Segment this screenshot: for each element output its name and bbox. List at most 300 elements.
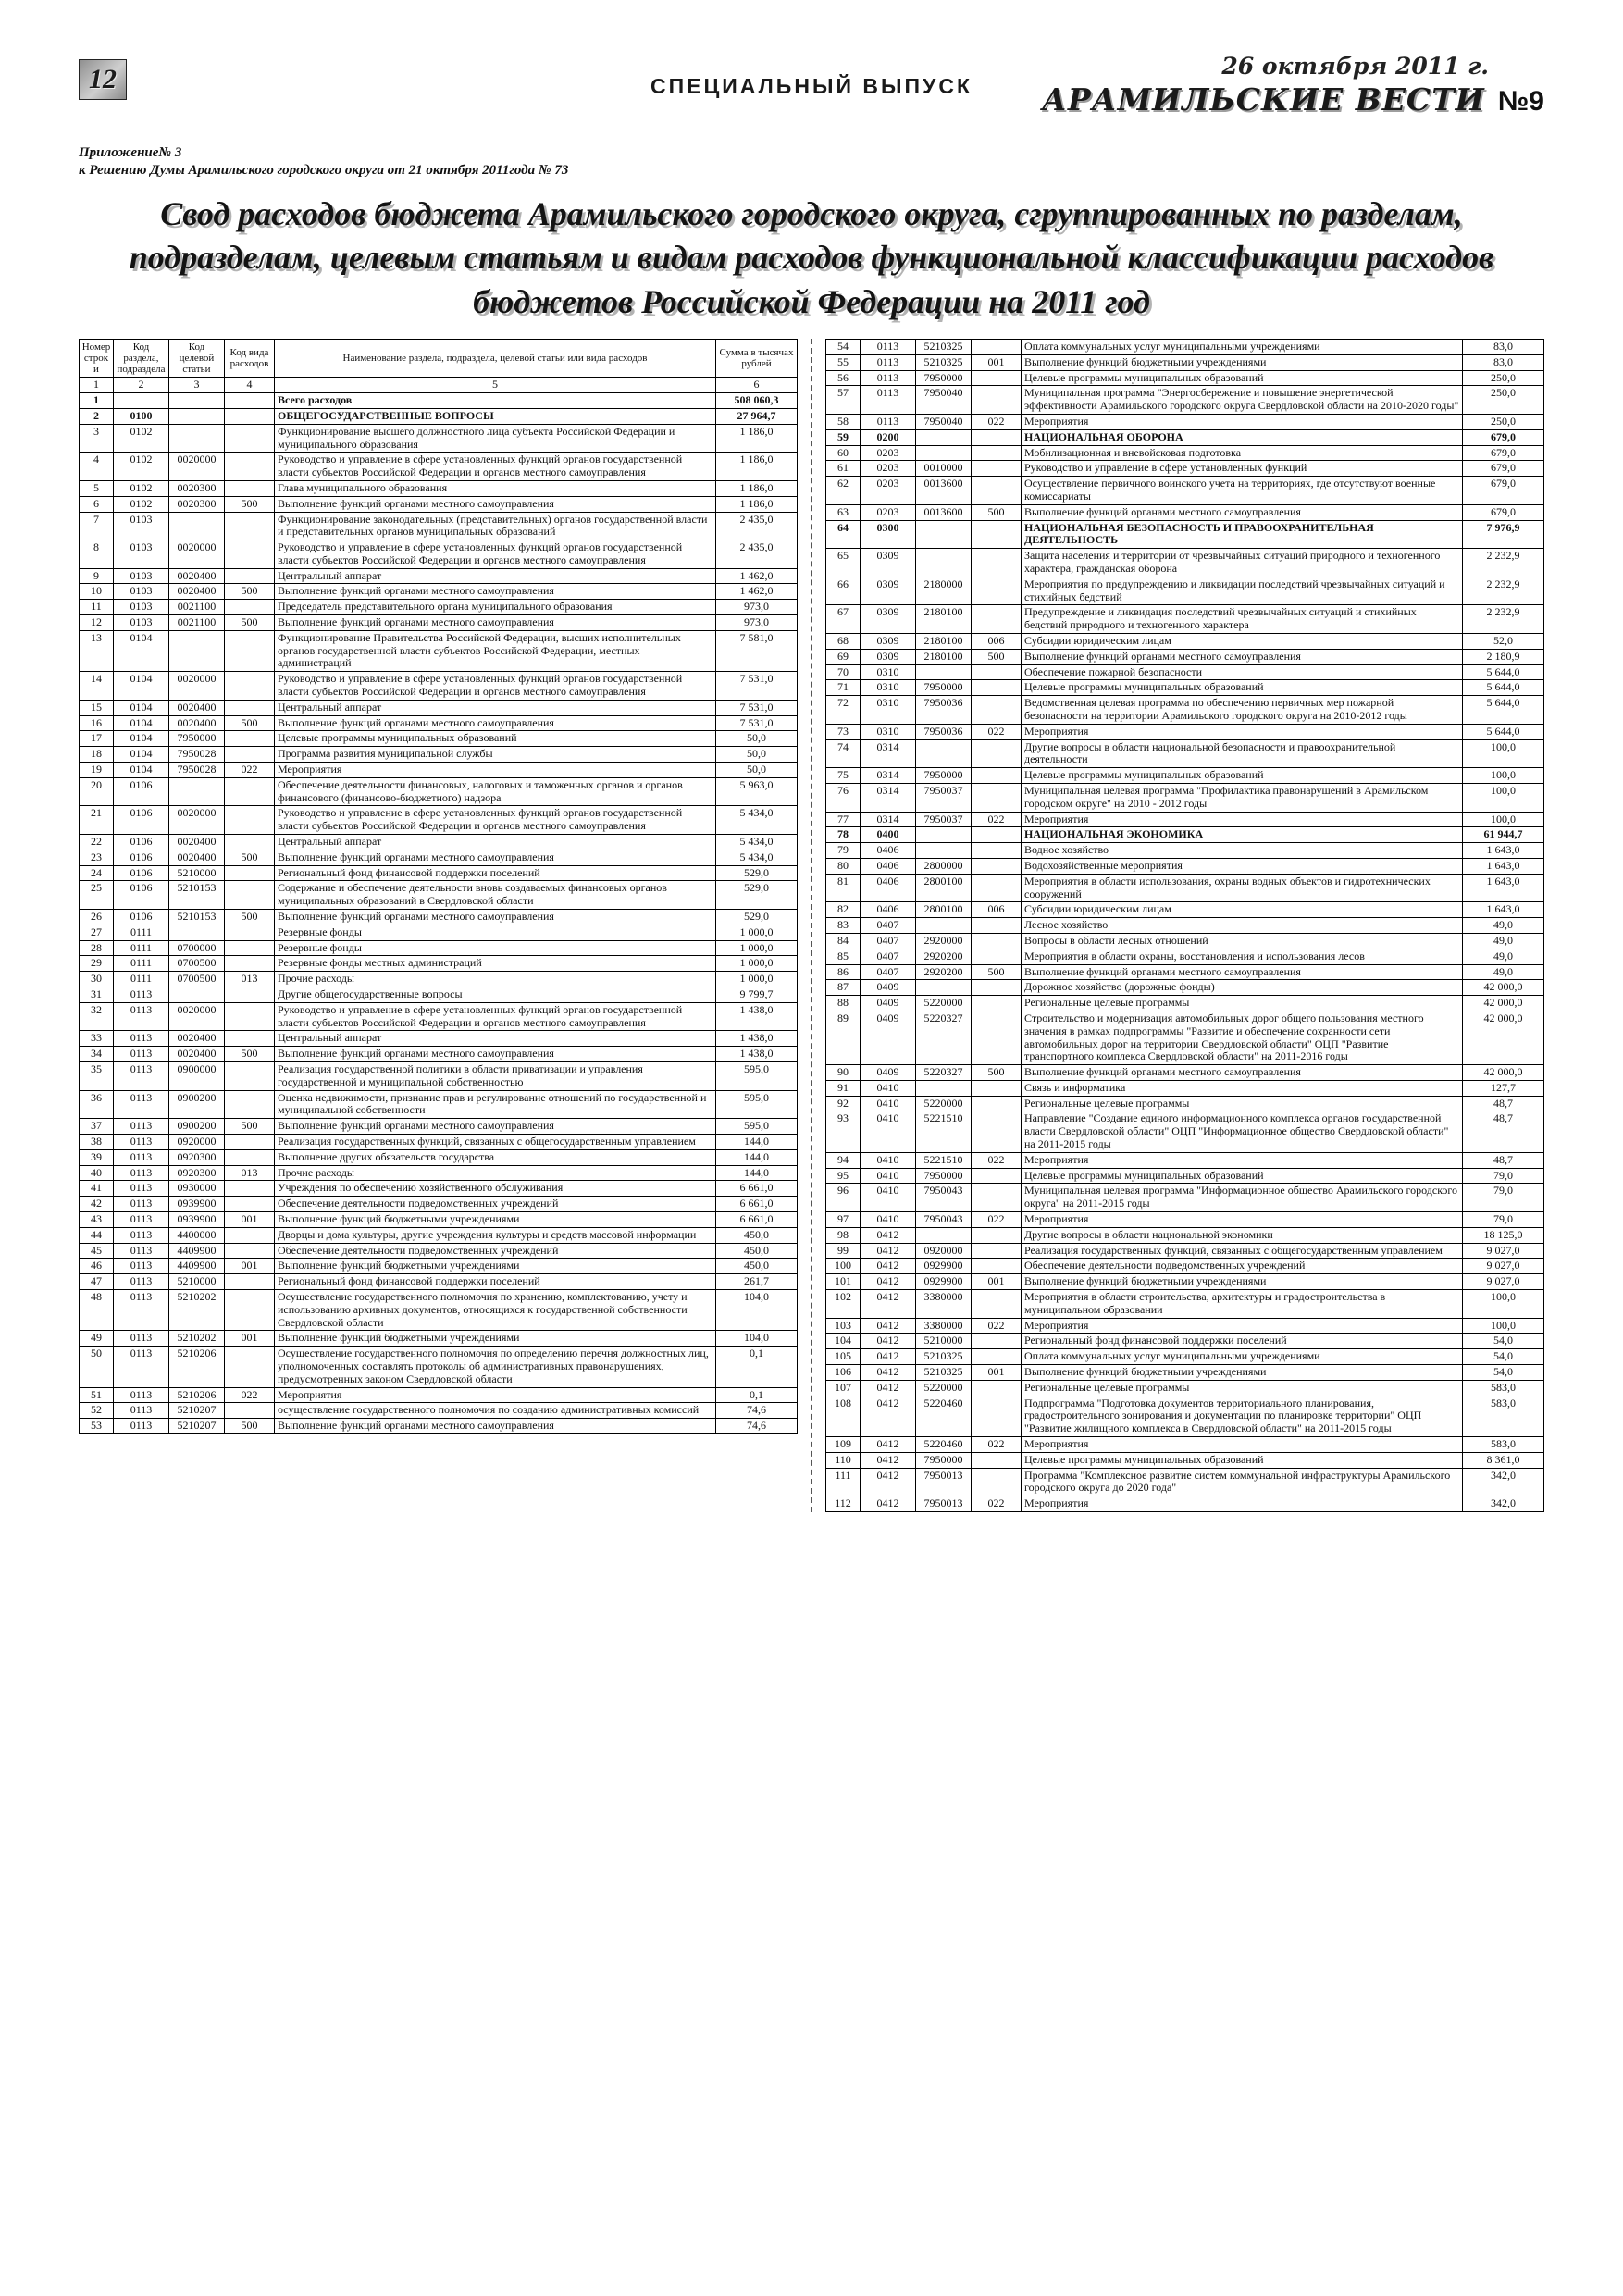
- table-row: [826, 504, 1544, 520]
- article-code-cell: 0020000: [169, 540, 225, 569]
- section-code-cell: 0113: [114, 1134, 169, 1149]
- table-row: [826, 340, 1544, 355]
- table-row: [80, 1419, 798, 1434]
- expense-name-cell: Муниципальная целевая программа "Профилактика правонарушений в Арамильском городском округе" на 2010 - 2012 годы: [1022, 783, 1463, 812]
- expense-type-code-cell: [972, 1349, 1022, 1365]
- expense-name-cell: Мероприятия: [1022, 415, 1463, 430]
- amount-cell: 450,0: [716, 1259, 798, 1274]
- row-number-cell: 86: [826, 964, 861, 980]
- article-code-cell: 5210207: [169, 1403, 225, 1419]
- expense-type-code-cell: [972, 477, 1022, 505]
- article-code-cell: 2920200: [916, 949, 972, 964]
- article-code-cell: 0020000: [169, 453, 225, 481]
- amount-cell: 1 000,0: [716, 972, 798, 987]
- expense-name-cell: Региональный фонд финансовой поддержки поселений: [275, 865, 716, 881]
- table-row: [80, 747, 798, 763]
- article-code-cell: 0020400: [169, 850, 225, 865]
- expense-name-cell: Вопросы в области лесных отношений: [1022, 933, 1463, 949]
- section-code-cell: 0113: [114, 1243, 169, 1259]
- expense-type-code-cell: [225, 731, 275, 747]
- amount-cell: 61 944,7: [1463, 827, 1544, 843]
- expense-type-code-cell: [225, 512, 275, 540]
- row-number-cell: 55: [826, 354, 861, 370]
- table-row: [826, 933, 1544, 949]
- row-number-cell: 107: [826, 1380, 861, 1396]
- amount-cell: 8 361,0: [1463, 1452, 1544, 1468]
- section-code-cell: 0113: [114, 1002, 169, 1031]
- section-code-cell: 0314: [861, 783, 916, 812]
- amount-cell: 679,0: [1463, 429, 1544, 445]
- row-number-cell: 65: [826, 549, 861, 577]
- expense-name-cell: Выполнение функций бюджетными учреждениями: [275, 1259, 716, 1274]
- table-row: [80, 1211, 798, 1227]
- section-code-cell: 0113: [861, 340, 916, 355]
- table-row: [826, 664, 1544, 680]
- amount-cell: 127,7: [1463, 1080, 1544, 1096]
- expense-name-cell: Региональные целевые программы: [1022, 1096, 1463, 1111]
- section-code-cell: 0106: [114, 865, 169, 881]
- section-code-cell: 0314: [861, 812, 916, 827]
- table-row: [826, 1290, 1544, 1319]
- section-code-cell: 0309: [861, 605, 916, 634]
- row-number-cell: 99: [826, 1243, 861, 1259]
- article-code-cell: 0020300: [169, 480, 225, 496]
- expense-name-cell: Выполнение функций органами местного самоуправления: [275, 584, 716, 600]
- table-row: [826, 1318, 1544, 1334]
- expense-type-code-cell: 500: [225, 715, 275, 731]
- section-code-cell: 0309: [861, 633, 916, 649]
- expense-type-code-cell: [972, 1452, 1022, 1468]
- amount-cell: 2 232,9: [1463, 549, 1544, 577]
- expense-name-cell: Целевые программы муниципальных образований: [1022, 1168, 1463, 1184]
- table-row: [80, 910, 798, 925]
- article-code-cell: 4400000: [169, 1227, 225, 1243]
- expense-type-code-cell: [225, 1403, 275, 1419]
- table-row: [826, 1349, 1544, 1365]
- expense-name-cell: Другие вопросы в области национальной экономики: [1022, 1227, 1463, 1243]
- section-code-cell: 0412: [861, 1437, 916, 1453]
- article-code-cell: 7950036: [916, 696, 972, 725]
- section-code-cell: 0103: [114, 584, 169, 600]
- expense-type-code-cell: [225, 940, 275, 956]
- expense-name-cell: Мероприятия: [1022, 724, 1463, 739]
- article-code-cell: 5210325: [916, 354, 972, 370]
- expense-type-code-cell: 022: [972, 1212, 1022, 1228]
- row-number-cell: 37: [80, 1119, 114, 1135]
- amount-cell: 6 661,0: [716, 1197, 798, 1212]
- expense-type-code-cell: 022: [972, 724, 1022, 739]
- row-number-cell: 56: [826, 370, 861, 386]
- section-code-cell: 0200: [861, 429, 916, 445]
- amount-cell: 342,0: [1463, 1468, 1544, 1496]
- expense-name-cell: Функционирование Правительства Российской Федерации, высших исполнительных органов государственной власти субъектов Российской Федерации, местных администраций: [275, 630, 716, 671]
- amount-cell: 7 581,0: [716, 630, 798, 671]
- section-code-cell: 0300: [861, 520, 916, 549]
- expense-type-code-cell: [225, 1149, 275, 1165]
- section-code-cell: 0113: [114, 1211, 169, 1227]
- section-code-cell: 0410: [861, 1212, 916, 1228]
- newspaper-masthead: [973, 54, 1544, 117]
- article-code-cell: 0020000: [169, 672, 225, 701]
- section-code-cell: 0410: [861, 1111, 916, 1152]
- column-number: 4: [225, 378, 275, 393]
- expense-name-cell: Центральный аппарат: [275, 835, 716, 850]
- article-code-cell: 0020400: [169, 715, 225, 731]
- expense-type-code-cell: [972, 429, 1022, 445]
- row-number-cell: 68: [826, 633, 861, 649]
- amount-cell: 50,0: [716, 731, 798, 747]
- row-number-cell: 57: [826, 386, 861, 415]
- row-number-cell: 30: [80, 972, 114, 987]
- section-code-cell: 0113: [861, 370, 916, 386]
- row-number-cell: 17: [80, 731, 114, 747]
- amount-cell: 5 644,0: [1463, 724, 1544, 739]
- article-code-cell: [169, 777, 225, 806]
- expense-name-cell: Лесное хозяйство: [1022, 918, 1463, 934]
- article-code-cell: 5220000: [916, 996, 972, 1011]
- expense-name-cell: Мобилизационная и вневойсковая подготовка: [1022, 445, 1463, 461]
- expense-name-cell: Обеспечение деятельности финансовых, налоговых и таможенных органов и органов финансового (финансово-бюджетного) надзора: [275, 777, 716, 806]
- article-code-cell: 5210000: [169, 1274, 225, 1290]
- expense-type-code-cell: 500: [225, 615, 275, 631]
- row-number-cell: 71: [826, 680, 861, 696]
- article-code-cell: [169, 987, 225, 1003]
- expense-type-code-cell: 022: [225, 763, 275, 778]
- expense-type-code-cell: [972, 605, 1022, 634]
- expense-name-cell: Водное хозяйство: [1022, 843, 1463, 859]
- article-code-cell: 0900200: [169, 1119, 225, 1135]
- table-row: [826, 1396, 1544, 1436]
- article-code-cell: 5210325: [916, 340, 972, 355]
- article-code-cell: 2180100: [916, 649, 972, 664]
- expense-name-cell: Учреждения по обеспечению хозяйственного обслуживания: [275, 1181, 716, 1197]
- section-code-cell: 0203: [861, 461, 916, 477]
- amount-cell: 1 462,0: [716, 568, 798, 584]
- expense-type-code-cell: [225, 540, 275, 569]
- table-row: [80, 496, 798, 512]
- section-code-cell: 0412: [861, 1227, 916, 1243]
- row-number-cell: 23: [80, 850, 114, 865]
- amount-cell: 9 799,7: [716, 987, 798, 1003]
- row-number-cell: 31: [80, 987, 114, 1003]
- section-code-cell: 0410: [861, 1152, 916, 1168]
- expense-type-code-cell: [225, 881, 275, 910]
- expense-type-code-cell: 500: [972, 964, 1022, 980]
- article-code-cell: 0929900: [916, 1274, 972, 1290]
- section-code-cell: 0111: [114, 925, 169, 940]
- expense-type-code-cell: [225, 393, 275, 409]
- amount-cell: 50,0: [716, 763, 798, 778]
- article-code-cell: 7950037: [916, 812, 972, 827]
- article-code-cell: 7950000: [916, 370, 972, 386]
- row-number-cell: 9: [80, 568, 114, 584]
- row-number-cell: 32: [80, 1002, 114, 1031]
- article-code-cell: 5210202: [169, 1331, 225, 1347]
- section-code-cell: 0407: [861, 933, 916, 949]
- expense-name-cell: Мероприятия: [275, 763, 716, 778]
- article-code-cell: 5210202: [169, 1289, 225, 1330]
- table-row: [80, 672, 798, 701]
- amount-cell: 450,0: [716, 1243, 798, 1259]
- article-code-cell: 0013600: [916, 504, 972, 520]
- budget-table-left: [79, 339, 798, 1434]
- table-row: [80, 715, 798, 731]
- section-code-cell: 0310: [861, 724, 916, 739]
- amount-cell: 42 000,0: [1463, 996, 1544, 1011]
- row-number-cell: 42: [80, 1197, 114, 1212]
- expense-name-cell: Руководство и управление в сфере установленных функций органов государственной власти субъектов Российской Федерации и органов местного самоуправления: [275, 540, 716, 569]
- amount-cell: 74,6: [716, 1419, 798, 1434]
- expense-name-cell: Мероприятия в области охраны, восстановления и использования лесов: [1022, 949, 1463, 964]
- row-number-cell: 20: [80, 777, 114, 806]
- amount-cell: 250,0: [1463, 386, 1544, 415]
- expense-type-code-cell: 500: [225, 496, 275, 512]
- section-code-cell: 0407: [861, 949, 916, 964]
- row-number-cell: 84: [826, 933, 861, 949]
- expense-type-code-cell: [225, 700, 275, 715]
- expense-type-code-cell: [225, 630, 275, 671]
- amount-cell: 54,0: [1463, 1349, 1544, 1365]
- header-row-number: Номер строки: [80, 340, 114, 378]
- amount-cell: 583,0: [1463, 1437, 1544, 1453]
- expense-name-cell: НАЦИОНАЛЬНАЯ ЭКОНОМИКА: [1022, 827, 1463, 843]
- section-code-cell: 0102: [114, 453, 169, 481]
- section-code-cell: 0406: [861, 843, 916, 859]
- expense-name-cell: Другие вопросы в области национальной безопасности и правоохранительной деятельности: [1022, 739, 1463, 768]
- table-row: [80, 850, 798, 865]
- section-code-cell: 0104: [114, 715, 169, 731]
- amount-cell: 100,0: [1463, 768, 1544, 784]
- section-code-cell: 0103: [114, 600, 169, 615]
- section-code-cell: 0412: [861, 1259, 916, 1274]
- expense-name-cell: Дорожное хозяйство (дорожные фонды): [1022, 980, 1463, 996]
- row-number-cell: 47: [80, 1274, 114, 1290]
- row-number-cell: 91: [826, 1080, 861, 1096]
- article-code-cell: 7950000: [916, 768, 972, 784]
- expense-name-cell: НАЦИОНАЛЬНАЯ БЕЗОПАСНОСТЬ И ПРАВООХРАНИТЕЛЬНАЯ ДЕЯТЕЛЬНОСТЬ: [1022, 520, 1463, 549]
- expense-name-cell: Программа "Комплексное развитие систем коммунальной инфраструктуры Арамильского городского округа до 2020 года": [1022, 1468, 1463, 1496]
- section-code-cell: 0113: [114, 1061, 169, 1090]
- table-row: [80, 1227, 798, 1243]
- section-code-cell: 0410: [861, 1080, 916, 1096]
- row-number-cell: 63: [826, 504, 861, 520]
- row-number-cell: 6: [80, 496, 114, 512]
- row-number-cell: 100: [826, 1259, 861, 1274]
- article-code-cell: 7950036: [916, 724, 972, 739]
- amount-cell: 250,0: [1463, 370, 1544, 386]
- expense-type-code-cell: [972, 1096, 1022, 1111]
- section-code-cell: 0310: [861, 680, 916, 696]
- section-code-cell: 0412: [861, 1396, 916, 1436]
- expense-type-code-cell: [225, 806, 275, 835]
- amount-cell: 1 462,0: [716, 584, 798, 600]
- amount-cell: 1 186,0: [716, 496, 798, 512]
- expense-type-code-cell: 500: [225, 1047, 275, 1062]
- expense-type-code-cell: [972, 1290, 1022, 1319]
- article-code-cell: [916, 827, 972, 843]
- expense-name-cell: Целевые программы муниципальных образований: [275, 731, 716, 747]
- article-code-cell: 7950040: [916, 386, 972, 415]
- section-code-cell: 0102: [114, 480, 169, 496]
- table-row: [826, 429, 1544, 445]
- article-code-cell: 0930000: [169, 1181, 225, 1197]
- amount-cell: 7 976,9: [1463, 520, 1544, 549]
- section-code-cell: 0113: [114, 1149, 169, 1165]
- table-row: [826, 386, 1544, 415]
- article-code-cell: 5210325: [916, 1365, 972, 1381]
- article-code-cell: 7950037: [916, 783, 972, 812]
- table-row: [80, 1047, 798, 1062]
- expense-name-cell: Выполнение функций органами местного самоуправления: [275, 715, 716, 731]
- section-code-cell: 0113: [861, 354, 916, 370]
- expense-type-code-cell: [972, 696, 1022, 725]
- article-code-cell: [169, 393, 225, 409]
- column-numbering-row: [80, 378, 798, 393]
- row-number-cell: 51: [80, 1387, 114, 1403]
- expense-name-cell: Целевые программы муниципальных образований: [1022, 768, 1463, 784]
- article-code-cell: 0929900: [916, 1259, 972, 1274]
- article-code-cell: 0020300: [169, 496, 225, 512]
- expense-name-cell: Центральный аппарат: [275, 1031, 716, 1047]
- section-code-cell: 0412: [861, 1274, 916, 1290]
- expense-name-cell: Мероприятия: [1022, 1496, 1463, 1512]
- expense-name-cell: Субсидии юридическим лицам: [1022, 902, 1463, 918]
- amount-cell: 679,0: [1463, 504, 1544, 520]
- row-number-cell: 13: [80, 630, 114, 671]
- expense-name-cell: Целевые программы муниципальных образований: [1022, 370, 1463, 386]
- row-number-cell: 16: [80, 715, 114, 731]
- expense-name-cell: Оплата коммунальных услуг муниципальными учреждениями: [1022, 1349, 1463, 1365]
- expense-type-code-cell: [225, 408, 275, 424]
- row-number-cell: 81: [826, 874, 861, 902]
- amount-cell: 49,0: [1463, 964, 1544, 980]
- section-code-cell: 0113: [114, 1274, 169, 1290]
- row-number-cell: 80: [826, 858, 861, 874]
- row-number-cell: 108: [826, 1396, 861, 1436]
- table-row: [80, 1002, 798, 1031]
- expense-type-code-cell: [972, 1334, 1022, 1349]
- expense-type-code-cell: [972, 1227, 1022, 1243]
- page-header: [79, 54, 1544, 143]
- article-code-cell: 4409900: [169, 1243, 225, 1259]
- amount-cell: 595,0: [716, 1061, 798, 1090]
- table-row: [826, 1437, 1544, 1453]
- section-code-cell: 0111: [114, 972, 169, 987]
- expense-name-cell: Мероприятия: [1022, 812, 1463, 827]
- expense-name-cell: Реализация государственных функций, связанных с общегосударственным управлением: [1022, 1243, 1463, 1259]
- section-code-cell: 0104: [114, 672, 169, 701]
- expense-name-cell: Связь и информатика: [1022, 1080, 1463, 1096]
- expense-name-cell: Реализация государственной политики в области приватизации и управления государственной и муниципальной собственностью: [275, 1061, 716, 1090]
- expense-type-code-cell: [225, 987, 275, 1003]
- amount-cell: 1 186,0: [716, 424, 798, 453]
- row-number-cell: 8: [80, 540, 114, 569]
- amount-cell: 7 531,0: [716, 700, 798, 715]
- section-code-cell: 0103: [114, 568, 169, 584]
- amount-cell: 50,0: [716, 747, 798, 763]
- expense-type-code-cell: [225, 1289, 275, 1330]
- section-code-cell: 0406: [861, 858, 916, 874]
- amount-cell: 100,0: [1463, 1290, 1544, 1319]
- row-number-cell: 3: [80, 424, 114, 453]
- expense-type-code-cell: [972, 370, 1022, 386]
- expense-name-cell: Реализация государственных функций, связанных с общегосударственным управлением: [275, 1134, 716, 1149]
- expense-type-code-cell: [225, 1061, 275, 1090]
- row-number-cell: 49: [80, 1331, 114, 1347]
- article-code-cell: 5221510: [916, 1152, 972, 1168]
- article-code-cell: 2180000: [916, 577, 972, 605]
- row-number-cell: 7: [80, 512, 114, 540]
- expense-type-code-cell: [972, 768, 1022, 784]
- article-code-cell: 0020400: [169, 835, 225, 850]
- table-row: [80, 1274, 798, 1290]
- expense-type-code-cell: 500: [225, 584, 275, 600]
- row-number-cell: 14: [80, 672, 114, 701]
- amount-cell: 48,7: [1463, 1111, 1544, 1152]
- amount-cell: 595,0: [716, 1090, 798, 1119]
- table-row: [80, 1243, 798, 1259]
- amount-cell: 9 027,0: [1463, 1274, 1544, 1290]
- expense-type-code-cell: 022: [972, 1437, 1022, 1453]
- row-number-cell: 24: [80, 865, 114, 881]
- expense-name-cell: Целевые программы муниципальных образований: [1022, 680, 1463, 696]
- article-code-cell: 0020400: [169, 568, 225, 584]
- section-code-cell: 0113: [114, 1387, 169, 1403]
- section-code-cell: 0102: [114, 424, 169, 453]
- expense-type-code-cell: [225, 777, 275, 806]
- amount-cell: 250,0: [1463, 415, 1544, 430]
- row-number-cell: 44: [80, 1227, 114, 1243]
- row-number-cell: 61: [826, 461, 861, 477]
- article-code-cell: 5220000: [916, 1380, 972, 1396]
- expense-name-cell: Целевые программы муниципальных образований: [1022, 1452, 1463, 1468]
- row-number-cell: 59: [826, 429, 861, 445]
- expense-type-code-cell: [225, 835, 275, 850]
- expense-type-code-cell: 006: [972, 902, 1022, 918]
- section-code-cell: 0314: [861, 739, 916, 768]
- row-number-cell: 78: [826, 827, 861, 843]
- expense-type-code-cell: [225, 747, 275, 763]
- row-number-cell: 41: [80, 1181, 114, 1197]
- table-row: [826, 605, 1544, 634]
- table-row: [826, 918, 1544, 934]
- amount-cell: 83,0: [1463, 340, 1544, 355]
- expense-name-cell: Программа развития муниципальной службы: [275, 747, 716, 763]
- amount-cell: 2 232,9: [1463, 577, 1544, 605]
- table-row: [80, 393, 798, 409]
- table-row: [80, 881, 798, 910]
- newspaper-name: АРАМИЛЬСКИЕ ВЕСТИ: [1042, 81, 1485, 118]
- row-number-cell: 97: [826, 1212, 861, 1228]
- appendix-line-1: Приложение№ 3: [79, 145, 182, 160]
- table-row: [826, 649, 1544, 664]
- amount-cell: 261,7: [716, 1274, 798, 1290]
- expense-type-code-cell: [225, 1031, 275, 1047]
- section-code-cell: 0113: [114, 1181, 169, 1197]
- article-code-cell: 5210000: [169, 865, 225, 881]
- row-number-cell: 12: [80, 615, 114, 631]
- section-code-cell: 0103: [114, 512, 169, 540]
- expense-name-cell: Другие общегосударственные вопросы: [275, 987, 716, 1003]
- section-code-cell: 0406: [861, 902, 916, 918]
- expense-type-code-cell: [972, 1080, 1022, 1096]
- row-number-cell: 87: [826, 980, 861, 996]
- expense-name-cell: Региональные целевые программы: [1022, 996, 1463, 1011]
- article-code-cell: 5210000: [916, 1334, 972, 1349]
- row-number-cell: 98: [826, 1227, 861, 1243]
- amount-cell: 2 435,0: [716, 540, 798, 569]
- section-code-cell: 0113: [114, 1119, 169, 1135]
